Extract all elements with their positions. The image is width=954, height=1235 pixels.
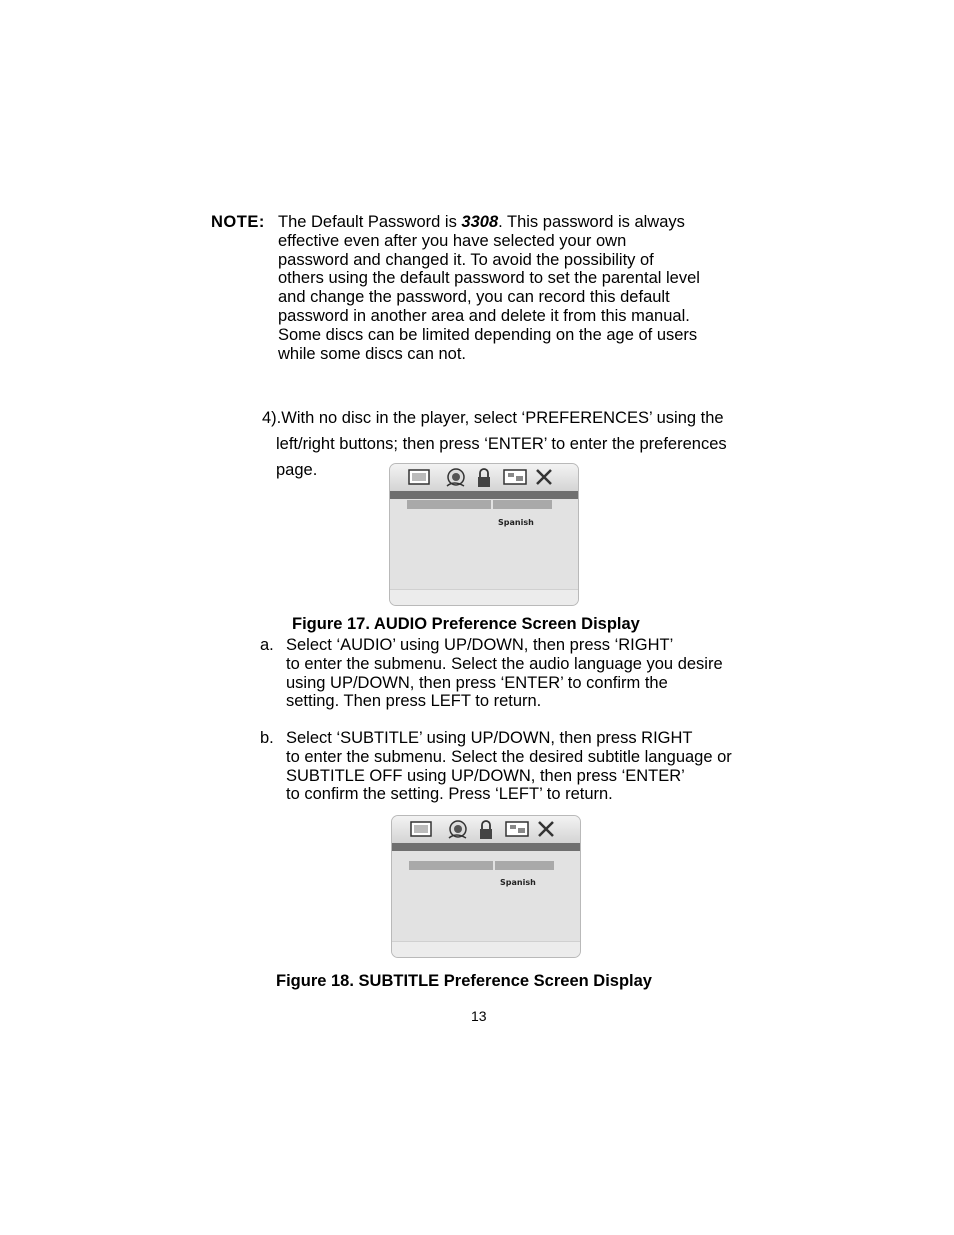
selected-language: Spanish [500, 878, 536, 887]
list-label-a: a. [260, 636, 274, 654]
note-line: password and changed it. To avoid the possibility of [278, 250, 654, 269]
preferences-icon [503, 468, 527, 486]
note-line: The Default Password is 3308. This password is always [278, 213, 685, 231]
title-bar [390, 491, 578, 499]
note-line: and change the password, you can record this default [278, 288, 670, 307]
preferences-icon [505, 820, 529, 838]
audio-setup-icon [444, 468, 468, 488]
general-setup-icon [410, 820, 432, 838]
selected-language: Spanish [498, 518, 534, 527]
figure17-caption: Figure 17. AUDIO Preference Screen Display [292, 615, 640, 633]
note-line: others using the default password to set the parental level [278, 269, 700, 288]
note-text [278, 213, 700, 363]
step4-line: page. [276, 461, 318, 479]
note-line: while some discs can not. [278, 344, 467, 363]
subtitle-preference-screen [391, 815, 581, 958]
title-bar [392, 843, 580, 851]
icon-bar [392, 816, 580, 843]
exit-icon [535, 468, 553, 486]
list-body-b: Select ‘SUBTITLE’ using UP/DOWN, then press RIGHT to enter the submenu. Select the desired subtitle language or SUBTITLE OFF using UP/DOWN, then press ‘ENTER’ to confirm the setting. Press ‘LEFT’ to return. [286, 729, 732, 804]
icon-bar [390, 464, 578, 491]
step4-line: left/right buttons; then press ‘ENTER’ to enter the preferences [276, 435, 727, 453]
page-number: 13 [471, 1008, 487, 1024]
screen-footer [390, 589, 578, 605]
note-line: Some discs can be limited depending on the age of users [278, 325, 698, 344]
menu-item-highlight [407, 500, 491, 509]
general-setup-icon [408, 468, 430, 486]
lock-icon [476, 468, 492, 488]
audio-setup-icon [446, 820, 470, 840]
note-line: effective even after you have selected your own [278, 231, 627, 250]
default-password: 3308 [461, 213, 499, 231]
note-line: password in another area and delete it from this manual. [278, 306, 690, 325]
submenu-highlight [495, 861, 554, 870]
exit-icon [537, 820, 555, 838]
list-label-b: b. [260, 729, 274, 747]
audio-preference-screen [389, 463, 579, 606]
figure18-caption: Figure 18. SUBTITLE Preference Screen Display [276, 972, 652, 990]
note-label: NOTE: [211, 213, 265, 231]
step4-line: 4).With no disc in the player, select ‘PREFERENCES’ using the [262, 409, 724, 427]
menu-item-highlight [409, 861, 493, 870]
list-body-a: Select ‘AUDIO’ using UP/DOWN, then press ‘RIGHT’ to enter the submenu. Select the audio language you desire using UP/DOWN, then press ‘ENTER’ to confirm the setting. Then press LEFT to return. [286, 636, 723, 711]
screen-footer [392, 941, 580, 957]
lock-icon [478, 820, 494, 840]
submenu-highlight [493, 500, 552, 509]
